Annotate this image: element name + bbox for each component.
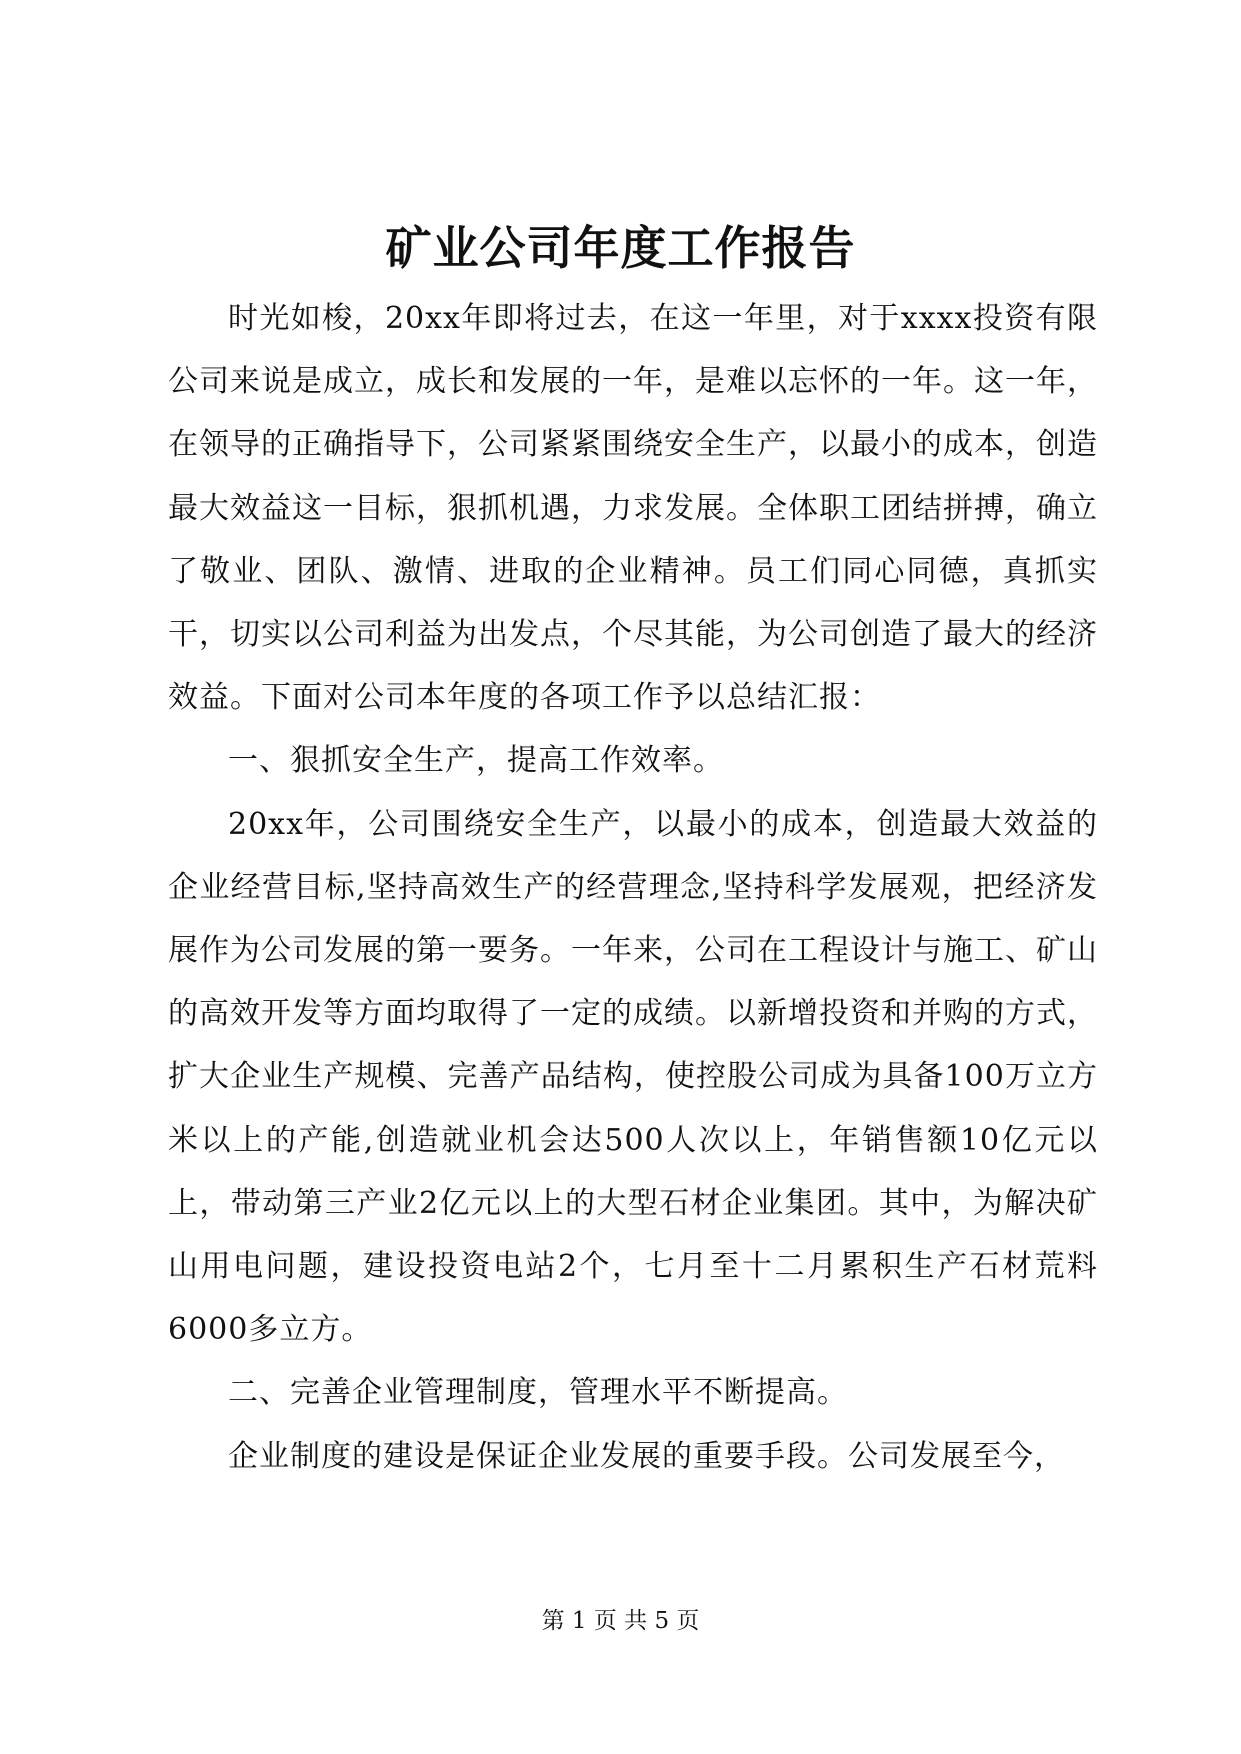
- paragraph-intro: 时光如梭，20xx年即将过去，在这一年里，对于xxxx投资有限公司来说是成立，成长和发展的一年，是难以忘怀的一年。这一年，在领导的正确指导下，公司紧紧围绕安全生产，以最小的成本，创造最大效益这一目标，狠抓机遇，力求发展。全体职工团结拼搏，确立了敬业、团队、激情、进取的企业精神。员工们同心同德，真抓实干，切实以公司利益为出发点，个尽其能，为公司创造了最大的经济效益。下面对公司本年度的各项工作予以总结汇报：: [168, 301, 1098, 716]
- document-title: 矿业公司年度工作报告: [385, 221, 856, 275]
- document-body: [168, 287, 1098, 1488]
- heading-section-1: 一、狠抓安全生产，提高工作效率。: [228, 743, 724, 779]
- paragraph-section-1: 20xx年，公司围绕安全生产，以最小的成本，创造最大效益的企业经营目标,坚持高效生产的经营理念,坚持科学发展观，把经济发展作为公司发展的第一要务。一年来，公司在工程设计与施工、矿山的高效开发等方面均取得了一定的成绩。以新增投资和并购的方式，扩大企业生产规模、完善产品结构，使控股公司成为具备100万立方米以上的产能,创造就业机会达500人次以上，年销售额10亿元以上，带动第三产业2亿元以上的大型石材企业集团。其中，为解决矿山用电问题，建设投资电站2个，七月至十二月累积生产石材荒料6000多立方。: [168, 806, 1098, 1348]
- paragraph-section-2: 企业制度的建设是保证企业发展的重要手段。公司发展至今，: [228, 1438, 1065, 1474]
- page-number-footer: 第 1 页 共 5 页: [541, 1608, 700, 1634]
- heading-section-2: 二、完善企业管理制度，管理水平不断提高。: [228, 1375, 848, 1411]
